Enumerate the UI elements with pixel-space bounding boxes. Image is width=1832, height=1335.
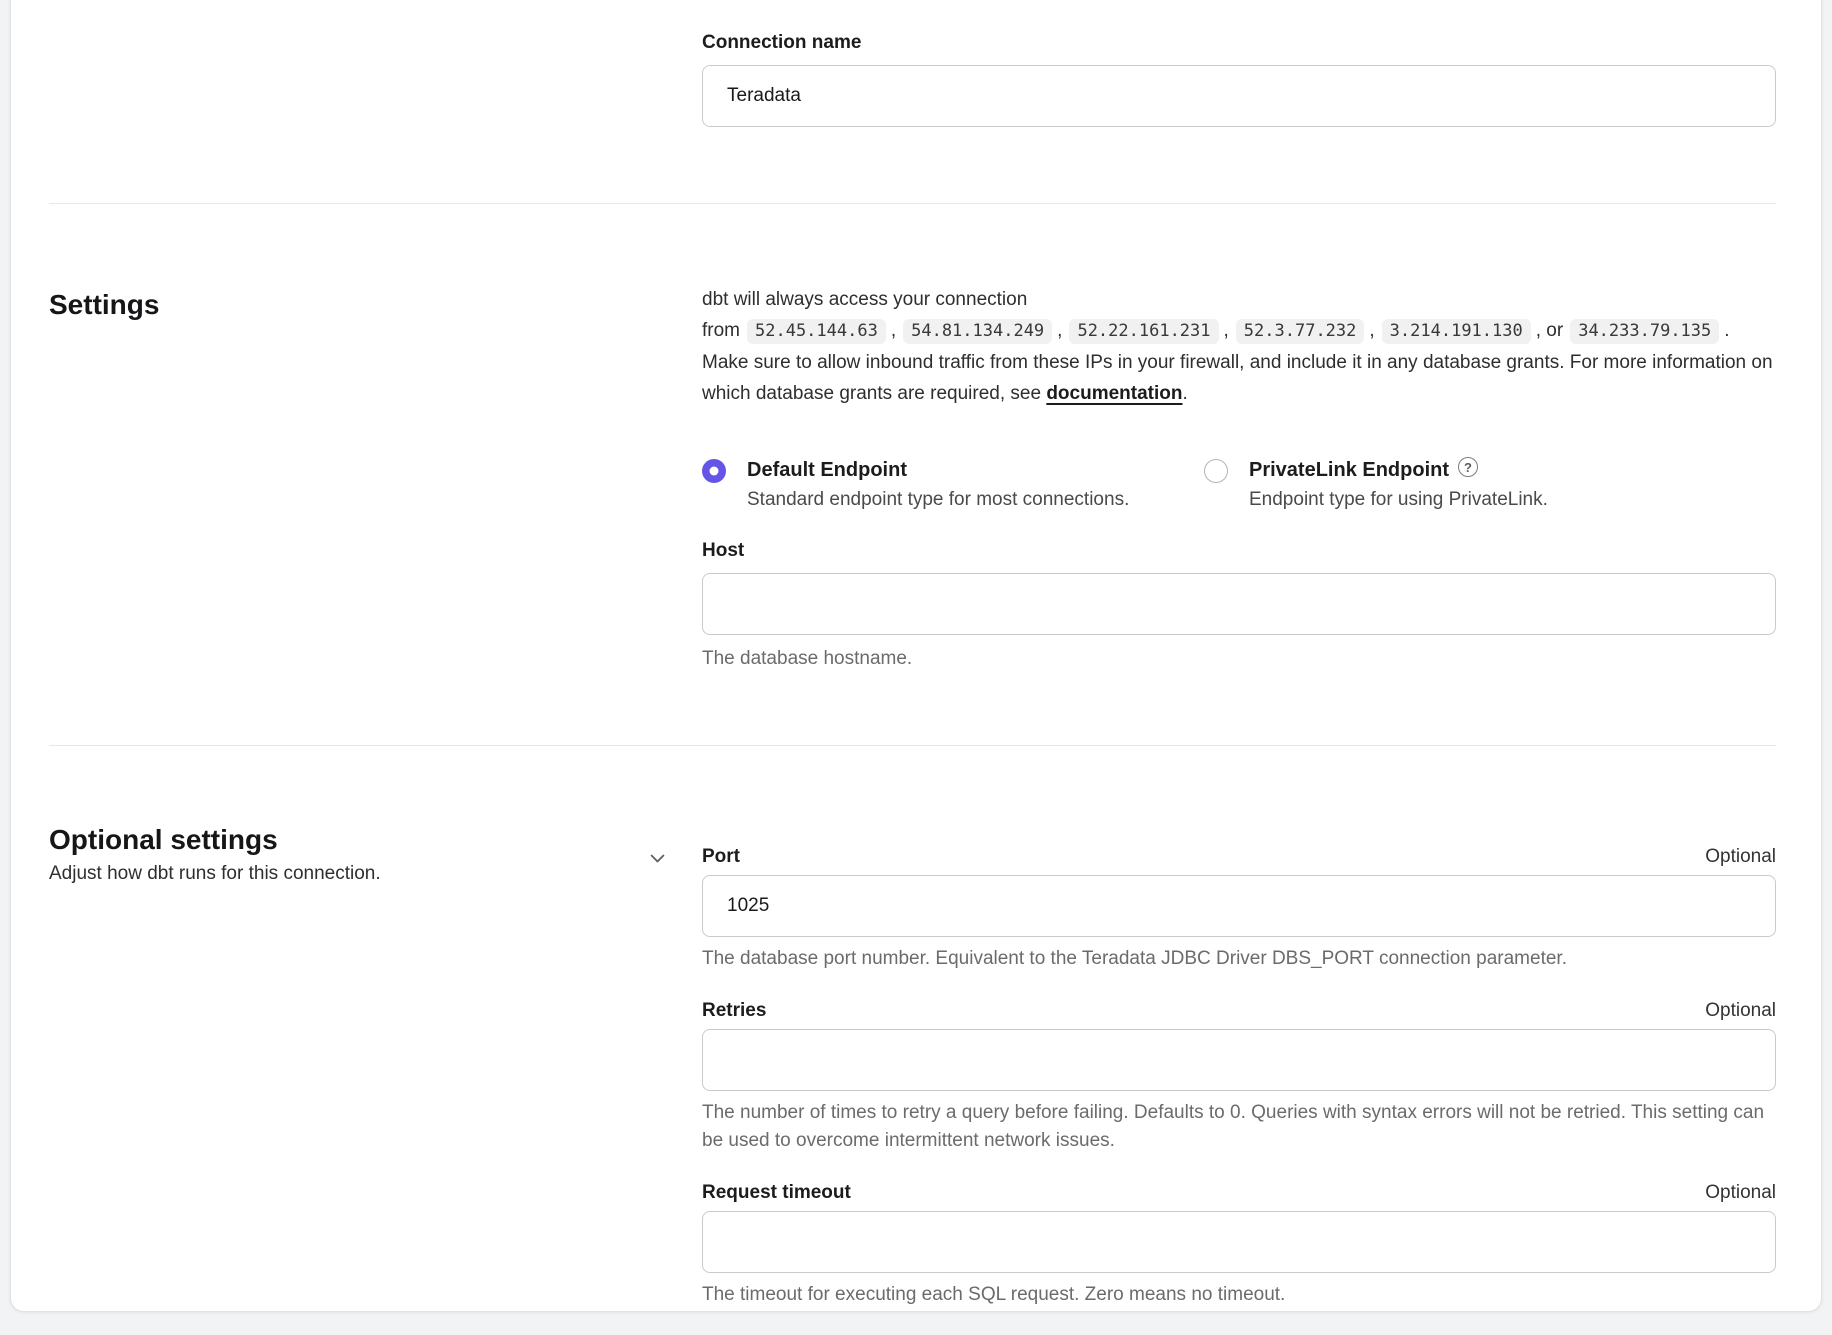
ip-chip: 52.45.144.63 <box>747 319 886 344</box>
help-icon[interactable]: ? <box>1458 457 1478 477</box>
port-optional-badge: Optional <box>1705 846 1776 867</box>
connection-name-input[interactable] <box>702 65 1776 127</box>
settings-section <box>49 203 1776 745</box>
separator: , <box>1369 320 1375 341</box>
request-timeout-field <box>702 1181 1776 1309</box>
ip-chip: 34.233.79.135 <box>1570 319 1719 344</box>
ip-chip: 52.22.161.231 <box>1069 319 1218 344</box>
retries-field <box>702 999 1776 1155</box>
collapse-section-button[interactable] <box>644 845 670 871</box>
request-timeout-helper-text: The timeout for executing each SQL request. Zero means no timeout. <box>702 1284 1286 1305</box>
port-field <box>702 845 1776 973</box>
privatelink-endpoint-option[interactable] <box>1204 457 1548 513</box>
default-endpoint-label: Default Endpoint <box>747 459 907 481</box>
retries-helper-text: The number of times to retry a query before failing. Defaults to 0. Queries with syntax errors will not be retried. This setting can be used to overcome intermittent network issues. <box>702 1102 1765 1151</box>
or-word: or <box>1546 320 1564 341</box>
ip-chip: 52.3.77.232 <box>1236 319 1365 344</box>
retries-input[interactable] <box>702 1029 1776 1091</box>
connection-settings-card <box>10 0 1822 1312</box>
documentation-link[interactable]: documentation <box>1046 383 1183 404</box>
optional-settings-subtitle: Adjust how dbt runs for this connection. <box>49 863 381 884</box>
connection-name-label: Connection name <box>702 32 862 53</box>
host-field <box>702 539 1776 672</box>
radio-unselected-icon[interactable] <box>1204 459 1228 483</box>
separator: , <box>1535 320 1542 341</box>
separator: , <box>890 320 897 341</box>
endpoint-type-radio-group <box>702 457 1776 513</box>
port-helper-text: The database port number. Equivalent to the Teradata JDBC Driver DBS_PORT connection parameter. <box>702 948 1567 969</box>
host-input[interactable] <box>702 573 1776 635</box>
default-endpoint-description: Standard endpoint type for most connections. <box>747 489 1130 510</box>
ip-chip: 3.214.191.130 <box>1382 319 1531 344</box>
sentence-end: . <box>1182 383 1188 404</box>
access-note-suffix: . Make sure to allow inbound traffic from these IPs in your firewall, and include it in any database grants. For more information on which database grants are required, see <box>702 320 1773 404</box>
access-note-prefix: dbt will always access your connection from <box>702 289 1028 341</box>
optional-settings-section <box>49 745 1776 1335</box>
connection-name-section <box>49 31 1776 203</box>
retries-label: Retries <box>702 1000 767 1021</box>
privatelink-endpoint-label: PrivateLink Endpoint <box>1249 459 1450 481</box>
settings-heading: Settings <box>49 289 160 320</box>
separator: , <box>1223 320 1229 341</box>
port-input[interactable] <box>702 875 1776 937</box>
radio-selected-icon[interactable] <box>702 459 726 483</box>
request-timeout-optional-badge: Optional <box>1705 1182 1776 1203</box>
host-helper-text: The database hostname. <box>702 648 913 669</box>
request-timeout-input[interactable] <box>702 1211 1776 1273</box>
request-timeout-label: Request timeout <box>702 1182 851 1203</box>
separator: , <box>1057 320 1063 341</box>
host-label: Host <box>702 540 745 561</box>
ip-chip: 54.81.134.249 <box>903 319 1052 344</box>
ip-access-note <box>702 284 1776 409</box>
retries-optional-badge: Optional <box>1705 1000 1776 1021</box>
port-label: Port <box>702 846 740 867</box>
optional-settings-heading: Optional settings <box>49 824 278 855</box>
default-endpoint-option[interactable] <box>702 457 1204 513</box>
privatelink-endpoint-description: Endpoint type for using PrivateLink. <box>1249 489 1548 510</box>
chevron-down-icon <box>648 849 667 868</box>
